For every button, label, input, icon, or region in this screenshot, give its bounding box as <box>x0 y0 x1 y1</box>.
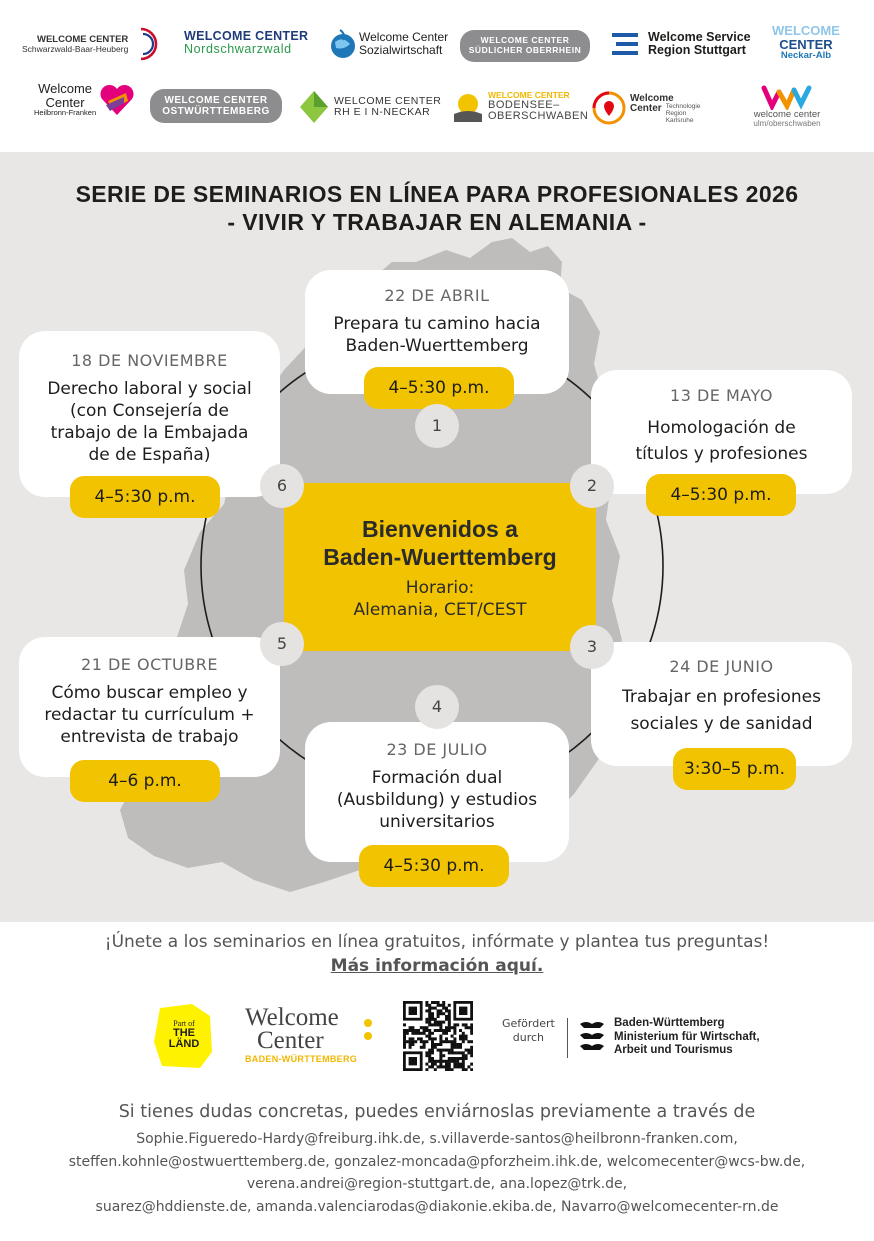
location-pin-icon <box>590 88 628 130</box>
seminar-topic <box>591 415 852 467</box>
logo-sub-1: BODENSEE– <box>488 98 560 111</box>
logo-sub-2: OBERSCHWABEN <box>488 110 589 123</box>
seminar-topic <box>305 313 569 357</box>
call-to-action: ¡Únete a los seminarios en línea gratuitos, infórmate y plantea tus preguntas! <box>104 932 770 952</box>
logo-name-2: CENTER <box>779 36 833 52</box>
seminar-date: 13 DE MAYO <box>670 386 773 405</box>
logo-welcome-center-technologie-region-karlsruhe <box>590 88 700 130</box>
wavy-w-icon <box>761 84 813 110</box>
welcome-heading-line-2: Baden-Wuerttemberg <box>323 544 557 570</box>
seminar-topic <box>19 378 280 466</box>
logo-name-2: Center <box>45 94 85 110</box>
logo-name: WELCOME CENTER <box>36 33 129 45</box>
seminar-time-6: 4–5:30 p.m. <box>70 476 220 518</box>
logo-sub-3: Karlsruhe <box>665 116 694 124</box>
sun-icon <box>452 90 484 124</box>
seminar-topic <box>19 682 280 748</box>
hands-heart-icon <box>98 83 136 117</box>
seminar-card-4 <box>305 722 569 862</box>
logo-welcome-service-region-stuttgart <box>610 30 751 58</box>
logo-sub: ulm/oberschwaben <box>753 118 821 128</box>
logo-welcome-center-neckar-alb <box>772 24 840 61</box>
seminar-date: 21 DE OCTUBRE <box>81 655 218 674</box>
seminar-number-1: 1 <box>415 404 459 448</box>
topic-line: trabajo de la Embajada <box>50 423 249 443</box>
topic-line: redactar tu currículum + <box>44 705 255 725</box>
topic-line: universitarios <box>379 812 495 832</box>
laend-line-1: Part of <box>173 1019 195 1028</box>
logo-sub: Heilbronn-Franken <box>34 108 97 118</box>
email-line[interactable]: verena.andrei@region-stuttgart.de, ana.lopez@trk.de, <box>246 1176 628 1192</box>
seminar-number-3: 3 <box>570 625 614 669</box>
seminar-time-4: 4–5:30 p.m. <box>359 845 509 887</box>
logo-name-1: WELCOME <box>772 23 840 38</box>
title-line-1: SERIE DE SEMINARIOS EN LÍNEA PARA PROFESIONALES 2026 <box>75 181 799 207</box>
logo-sub: Neckar-Alb <box>780 50 832 62</box>
page-title <box>0 180 874 236</box>
seminar-time-3: 3:30–5 p.m. <box>673 748 796 790</box>
seminar-date: 22 DE ABRIL <box>384 286 490 305</box>
schedule-label: Horario: <box>405 578 475 598</box>
logo-welcome-center-heilbronn-franken <box>34 82 136 117</box>
wcbw-line-1: Welcome <box>245 1004 339 1031</box>
wcbw-line-3: BADEN-WÜRTTEMBERG <box>245 1054 358 1064</box>
logo-sub-1: Technologie <box>665 103 701 111</box>
logo-sub-2: Region <box>665 109 687 117</box>
topic-line: Prepara tu camino hacia <box>333 314 541 334</box>
logo-welcome-center-ostwuerttemberg <box>150 89 282 123</box>
logo-welcome-center-nordschwarzwald <box>184 30 308 56</box>
ministry-line-3: Arbeit und Tourismus <box>614 1044 733 1056</box>
laend-line-3: LÄND <box>168 1038 200 1050</box>
logo-welcome-center-ulm-oberschwaben <box>726 84 848 128</box>
laend-line-2: THE <box>173 1027 195 1039</box>
logo-name: Welcome Center <box>359 30 449 45</box>
funding-line-2: durch <box>512 1031 545 1044</box>
logo-sub: SÜDLICHER OBERRHEIN <box>468 45 582 55</box>
logo-name: Welcome Service <box>648 29 751 44</box>
schedule-note <box>284 577 596 621</box>
coat-of-arms-icon <box>576 1018 606 1058</box>
funding-line-1: Gefördert <box>502 1017 555 1030</box>
email-line[interactable]: Sophie.Figueredo-Hardy@freiburg.ihk.de, s.villaverde-santos@heilbronn-franken.com, <box>136 1131 738 1147</box>
topic-line: (Ausbildung) y estudios <box>336 790 538 810</box>
logo-name: WELCOME CENTER <box>184 29 309 43</box>
logo-sub: Sozialwirtschaft <box>359 43 443 57</box>
logo-sub: Nordschwarzwald <box>184 42 292 57</box>
topic-line: sociales y de sanidad <box>630 714 813 734</box>
ministry-line-1: Baden-Württemberg <box>614 1017 725 1029</box>
topic-line: de de España) <box>88 445 211 465</box>
seminar-date: 24 DE JUNIO <box>669 657 774 676</box>
wcbw-line-2: Center <box>257 1027 324 1054</box>
logo-name-1: Welcome <box>38 81 93 96</box>
funding-note <box>502 1017 555 1045</box>
seminar-topic <box>305 767 569 833</box>
funding-divider <box>567 1018 568 1058</box>
topic-line: Cómo buscar empleo y <box>51 683 248 703</box>
logo-sub: Schwarzwald-Baar-Heuberg <box>22 43 129 54</box>
logo-name: WELCOME CENTER <box>164 94 268 106</box>
email-line[interactable]: suarez@hddienste.de, amanda.valenciarodas@diakonie.ekiba.de, Navarro@welcomecenter-rn.de <box>95 1198 779 1215</box>
logo-sub: RH E I N-NECKAR <box>334 106 431 118</box>
arc-icon <box>131 26 165 62</box>
schedule-timezone: Alemania, CET/CEST <box>353 600 527 620</box>
stripes-icon <box>610 30 642 58</box>
logo-welcome-center-bodensee-oberschwaben <box>452 90 588 124</box>
partner-logo-strip <box>0 0 874 152</box>
logo-name: WELCOME CENTER <box>488 89 570 100</box>
seminar-number-4: 4 <box>415 685 459 729</box>
seminar-card-5 <box>19 637 280 777</box>
topic-line: Trabajar en profesiones <box>622 687 821 707</box>
seminar-time-5: 4–6 p.m. <box>70 760 220 802</box>
logo-name: WELCOME CENTER <box>334 94 442 107</box>
welcome-heading-line-1: Bienvenidos a <box>362 516 518 542</box>
title-line-2: - VIVIR Y TRABAJAR EN ALEMANIA - <box>227 209 647 235</box>
topic-line: Baden-Wuerttemberg <box>345 336 529 356</box>
ministry-line-2: Ministerium für Wirtschaft, <box>614 1030 760 1043</box>
seminar-topic <box>591 684 852 738</box>
diamond-icon <box>298 90 330 124</box>
dots-icon <box>363 1018 373 1052</box>
logo-welcome-center-rhein-neckar <box>298 90 441 124</box>
qr-code[interactable] <box>403 1001 473 1071</box>
seminar-date: 18 DE NOVIEMBRE <box>71 351 228 370</box>
seminar-date: 23 DE JULIO <box>386 740 488 759</box>
topic-line: Formación dual <box>371 768 503 788</box>
logo-name-2: Center <box>630 103 662 115</box>
welcome-box <box>284 483 596 651</box>
topic-line: títulos y profesiones <box>635 444 808 464</box>
welcome-center-bw-logo <box>245 1006 375 1064</box>
seminar-card-6 <box>19 331 280 497</box>
topic-line: entrevista de trabajo <box>60 727 239 747</box>
logo-name: welcome center <box>753 109 821 120</box>
seminar-time-1: 4–5:30 p.m. <box>364 367 514 409</box>
topic-line: Derecho laboral y social <box>47 379 252 399</box>
logo-welcome-center-sozialwirtschaft <box>330 26 448 62</box>
logo-welcome-center-suedlicher-oberrhein <box>460 30 590 62</box>
topic-line: Homologación de <box>647 418 796 438</box>
ministry-name <box>614 1017 760 1058</box>
logo-name: WELCOME CENTER <box>480 35 570 46</box>
seminar-number-2: 2 <box>570 464 614 508</box>
seminar-number-5: 5 <box>260 622 304 666</box>
logo-name-1: Welcome <box>630 92 674 104</box>
seminar-time-2: 4–5:30 p.m. <box>646 474 796 516</box>
contact-emails <box>0 1128 874 1218</box>
the-laend-logo <box>152 1002 216 1070</box>
logo-sub: Region Stuttgart <box>648 43 746 57</box>
seminar-number-6: 6 <box>260 464 304 508</box>
welcome-heading <box>284 515 596 571</box>
topic-line: (con Consejería de <box>70 401 229 421</box>
logo-sub: OSTWÜRTTEMBERG <box>162 106 270 117</box>
more-info-link[interactable]: Más información aquí. <box>330 956 544 976</box>
logo-welcome-center-schwarzwald-baar-heuberg <box>22 26 165 62</box>
email-line[interactable]: steffen.kohnle@ostwuerttemberg.de, gonzalez-moncada@pforzheim.ihk.de, welcomecenter@wcs-bw.de, <box>68 1153 806 1170</box>
globe-icon <box>330 26 356 62</box>
contact-heading: Si tienes dudas concretas, puedes enviárnoslas previamente a través de <box>118 1102 756 1122</box>
